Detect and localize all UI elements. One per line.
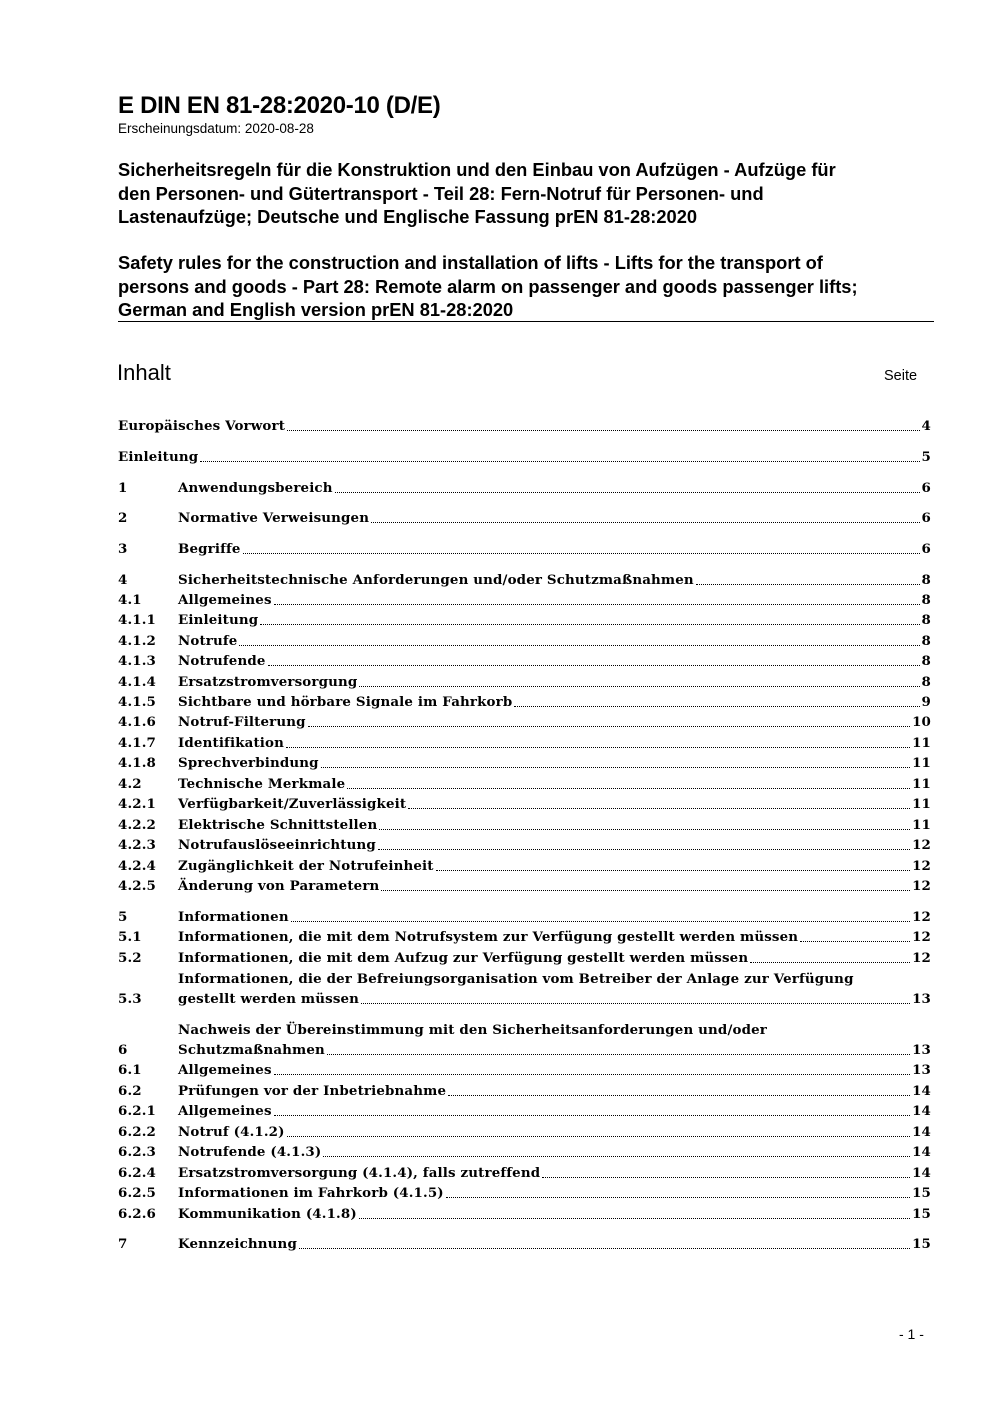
title-divider xyxy=(118,321,934,322)
toc-entry-continuation[interactable]: Informationen, die der Befreiungsorganisation vom Betreiber der Anlage zur Verfügung xyxy=(178,971,854,987)
toc-entry-page: 8 xyxy=(921,653,931,669)
toc-entry-number: 6 xyxy=(118,1042,128,1058)
toc-entry-page: 13 xyxy=(912,1062,931,1078)
toc-leader-dots xyxy=(381,890,910,891)
toc-entry-number: 1 xyxy=(118,480,128,496)
toc-entry-title: Notrufauslöseeinrichtung xyxy=(178,837,376,853)
toc-entry[interactable] xyxy=(118,1101,931,1121)
toc-entry-page: 12 xyxy=(912,929,931,945)
toc-entry-page: 11 xyxy=(912,776,931,792)
toc-entry-number: 4.2.3 xyxy=(118,837,157,853)
toc-entry-title: Informationen, die mit dem Notrufsystem zur Verfügung gestellt werden müssen xyxy=(178,929,799,945)
toc-entry-number: 6.2.6 xyxy=(118,1206,157,1222)
toc-leader-dots xyxy=(323,1156,910,1157)
toc-entry-number: 4.1.5 xyxy=(118,694,157,710)
toc-entry-page: 15 xyxy=(912,1185,931,1201)
toc-leader-dots xyxy=(291,921,910,922)
toc-leader-dots xyxy=(274,1074,910,1075)
toc-entry-page: 11 xyxy=(912,735,931,751)
toc-entry-title: Zugänglichkeit der Notrufeinheit xyxy=(178,858,434,874)
title-english-line: Safety rules for the construction and installation of lifts - Lifts for the transport of xyxy=(118,252,823,273)
toc-leader-dots xyxy=(750,962,910,963)
toc-entry[interactable] xyxy=(118,1204,931,1224)
toc-leader-dots xyxy=(260,624,919,625)
toc-leader-dots xyxy=(268,665,920,666)
toc-entry[interactable] xyxy=(118,570,931,590)
toc-entry-page: 8 xyxy=(921,572,931,588)
toc-entry-page: 14 xyxy=(912,1165,931,1181)
toc-entry-page: 11 xyxy=(912,796,931,812)
toc-leader-dots xyxy=(239,645,919,646)
toc-entry-number: 4.1.7 xyxy=(118,735,157,751)
toc-leader-dots xyxy=(359,1218,910,1219)
toc-leader-dots xyxy=(446,1197,910,1198)
toc-entry[interactable] xyxy=(118,651,931,671)
toc-entry[interactable] xyxy=(118,733,931,753)
toc-entry-title: Verfügbarkeit/Zuverlässigkeit xyxy=(178,796,407,812)
toc-entry-page: 12 xyxy=(912,837,931,853)
toc-entry[interactable] xyxy=(118,856,931,876)
toc-entry[interactable] xyxy=(118,876,931,896)
toc-entry-page: 12 xyxy=(912,878,931,894)
toc-entry[interactable] xyxy=(118,590,931,610)
toc-entry-page: 8 xyxy=(921,633,931,649)
toc-entry-number: 3 xyxy=(118,541,128,557)
toc-entry-title: Notrufende (4.1.3) xyxy=(178,1144,322,1160)
toc-entry-number: 4.2.4 xyxy=(118,858,157,874)
toc-entry-page: 14 xyxy=(912,1124,931,1140)
toc-entry-title: Begriffe xyxy=(178,541,241,557)
toc-leader-dots xyxy=(287,1136,910,1137)
toc-entry-page: 13 xyxy=(912,1042,931,1058)
toc-entry-title: Änderung von Parametern xyxy=(178,878,380,894)
toc-entry-page: 11 xyxy=(912,817,931,833)
toc-entry-title: Informationen xyxy=(178,909,289,925)
toc-entry-page: 11 xyxy=(912,755,931,771)
toc-entry-number: 4.1.6 xyxy=(118,714,157,730)
toc-leader-dots xyxy=(542,1177,910,1178)
toc-leader-dots xyxy=(308,726,910,727)
toc-entry-continuation[interactable]: Nachweis der Übereinstimmung mit den Sicherheitsanforderungen und/oder xyxy=(178,1022,767,1038)
toc-entry-page: 5 xyxy=(921,449,931,465)
toc-entry-number: 6.2.5 xyxy=(118,1185,157,1201)
toc-entry-title: Kommunikation (4.1.8) xyxy=(178,1206,357,1222)
toc-entry-page: 13 xyxy=(912,991,931,1007)
toc-entry-page: 14 xyxy=(912,1083,931,1099)
toc-entry-number: 6.2.4 xyxy=(118,1165,157,1181)
toc-entry-page: 14 xyxy=(912,1103,931,1119)
toc-entry-number: 5 xyxy=(118,909,128,925)
toc-entry-title: Identifikation xyxy=(178,735,284,751)
toc-entry-page: 8 xyxy=(921,612,931,628)
toc-entry[interactable] xyxy=(118,835,931,855)
toc-leader-dots xyxy=(379,829,910,830)
toc-entry-page: 8 xyxy=(921,674,931,690)
toc-entry[interactable] xyxy=(118,1183,931,1203)
toc-leader-dots xyxy=(378,849,910,850)
toc-entry[interactable] xyxy=(118,610,931,630)
title-german xyxy=(118,158,938,229)
toc-leader-dots xyxy=(408,808,910,809)
toc-entry-number: 4.1.3 xyxy=(118,653,157,669)
toc-entry-title: Ersatzstromversorgung xyxy=(178,674,358,690)
toc-entry-page: 9 xyxy=(921,694,931,710)
toc-leader-dots xyxy=(361,1003,910,1004)
toc-heading: Inhalt xyxy=(117,360,171,385)
toc-entry-page: 4 xyxy=(921,418,931,434)
toc-entry-title: Normative Verweisungen xyxy=(178,510,370,526)
toc-leader-dots xyxy=(359,686,919,687)
toc-entry-page: 6 xyxy=(921,510,931,526)
toc-leader-dots xyxy=(371,522,919,523)
toc-leader-dots xyxy=(335,492,920,493)
toc-entry-title: Ersatzstromversorgung (4.1.4), falls zutreffend xyxy=(178,1165,541,1181)
toc-entry[interactable] xyxy=(118,1040,931,1060)
title-english xyxy=(118,251,938,322)
toc-leader-dots xyxy=(347,788,910,789)
toc-entry-number: 4.1.2 xyxy=(118,633,157,649)
publication-date: Erscheinungsdatum: 2020-08-28 xyxy=(118,121,314,136)
toc-entry[interactable] xyxy=(118,447,931,467)
toc-entry-number: 4.1 xyxy=(118,592,142,608)
toc-entry-page: 6 xyxy=(921,480,931,496)
toc-entry[interactable] xyxy=(118,948,931,968)
toc-entry-number: 4.1.1 xyxy=(118,612,157,628)
toc-entry-number: 6.1 xyxy=(118,1062,142,1078)
toc-entry-title: Schutzmaßnahmen xyxy=(178,1042,325,1058)
toc-entry[interactable] xyxy=(118,815,931,835)
toc-entry[interactable] xyxy=(118,539,931,559)
toc-entry-title: Informationen im Fahrkorb (4.1.5) xyxy=(178,1185,444,1201)
toc-entry-title: Notruf (4.1.2) xyxy=(178,1124,285,1140)
toc-entry-number: 2 xyxy=(118,510,128,526)
title-english-line: persons and goods - Part 28: Remote alarm on passenger and goods passenger lifts; xyxy=(118,275,858,297)
toc-entry[interactable] xyxy=(118,416,931,436)
toc-entry-number: 6.2 xyxy=(118,1083,142,1099)
toc-entry-title: Notrufe xyxy=(178,633,238,649)
toc-leader-dots xyxy=(243,553,920,554)
title-german-line: den Personen- und Gütertransport - Teil 28: Fern-Notruf für Personen- und xyxy=(118,182,764,204)
toc-entry-page: 6 xyxy=(921,541,931,557)
toc-entry-number: 5.3 xyxy=(118,991,142,1007)
toc-entry[interactable] xyxy=(118,631,931,651)
toc-entry-title: gestellt werden müssen xyxy=(178,991,360,1007)
toc-entry-number: 4.2 xyxy=(118,776,142,792)
toc-leader-dots xyxy=(321,767,910,768)
toc-leader-dots xyxy=(200,461,919,462)
toc-leader-dots xyxy=(274,1115,910,1116)
title-german-line: Sicherheitsregeln für die Konstruktion und den Einbau von Aufzügen - Aufzüge für xyxy=(118,159,836,180)
toc-entry[interactable] xyxy=(118,478,931,498)
toc-entry-number: 4.2.1 xyxy=(118,796,157,812)
toc-entry-number: 5.2 xyxy=(118,950,142,966)
toc-entry-number: 4.2.2 xyxy=(118,817,157,833)
document-title: E DIN EN 81-28:2020-10 (D/E) xyxy=(118,92,441,119)
toc-leader-dots xyxy=(448,1095,910,1096)
toc-entry-title: Allgemeines xyxy=(178,1062,272,1078)
toc-entry-page: 15 xyxy=(912,1206,931,1222)
toc-entry[interactable] xyxy=(118,989,931,1009)
toc-entry-title: Notrufende xyxy=(178,653,266,669)
toc-entry-page: 12 xyxy=(912,909,931,925)
toc-entry[interactable] xyxy=(118,712,931,732)
toc-entry[interactable] xyxy=(118,774,931,794)
toc-entry-title: Sprechverbindung xyxy=(178,755,319,771)
toc-entry-title: Elektrische Schnittstellen xyxy=(178,817,378,833)
toc-entry-title: Allgemeines xyxy=(178,1103,272,1119)
toc-entry-page: 15 xyxy=(912,1236,931,1252)
title-english-line: German and English version prEN 81-28:2020 xyxy=(118,299,514,320)
toc-entry-page: 12 xyxy=(912,858,931,874)
toc-entry[interactable] xyxy=(118,1142,931,1162)
toc-entry[interactable] xyxy=(118,1234,931,1254)
toc-entry-title: Notruf-Filterung xyxy=(178,714,306,730)
toc-entry[interactable] xyxy=(118,672,931,692)
toc-entry[interactable] xyxy=(118,1122,931,1142)
title-german-line: Lastenaufzüge; Deutsche und Englische Fassung prEN 81-28:2020 xyxy=(118,206,698,227)
toc-entry-title: Technische Merkmale xyxy=(178,776,346,792)
toc-entry[interactable] xyxy=(118,927,931,947)
toc-entry-number: 4.1.4 xyxy=(118,674,157,690)
toc-entry-title: Anwendungsbereich xyxy=(178,480,333,496)
toc-leader-dots xyxy=(286,747,910,748)
toc-entry-page: 10 xyxy=(912,714,931,730)
toc-entry-title: Informationen, die mit dem Aufzug zur Verfügung gestellt werden müssen xyxy=(178,950,749,966)
toc-entry-title: Einleitung xyxy=(178,612,259,628)
toc-entry-number: 7 xyxy=(118,1236,128,1252)
toc-entry[interactable] xyxy=(118,753,931,773)
toc-entry-title: Kennzeichnung xyxy=(178,1236,297,1252)
toc-entry-page: 8 xyxy=(921,592,931,608)
toc-leader-dots xyxy=(299,1248,910,1249)
toc-entry[interactable] xyxy=(118,907,931,927)
toc-entry-number: 4 xyxy=(118,572,128,588)
toc-entry-number: 5.1 xyxy=(118,929,142,945)
toc-entry-number: 6.2.1 xyxy=(118,1103,157,1119)
toc-entry[interactable] xyxy=(118,1081,931,1101)
toc-entry-number: 4.2.5 xyxy=(118,878,157,894)
toc-entry[interactable] xyxy=(118,1163,931,1183)
toc-leader-dots xyxy=(274,604,920,605)
toc-entry[interactable] xyxy=(118,692,931,712)
toc-leader-dots xyxy=(800,941,910,942)
toc-entry-title: Allgemeines xyxy=(178,592,272,608)
toc-entry-number: 6.2.3 xyxy=(118,1144,157,1160)
toc-entry-title: Sicherheitstechnische Anforderungen und/oder Schutzmaßnahmen xyxy=(178,572,694,588)
page-number: - 1 - xyxy=(899,1326,924,1342)
toc-leader-dots xyxy=(327,1054,910,1055)
toc-entry-title: Einleitung xyxy=(118,449,199,465)
toc-entry-number: 6.2.2 xyxy=(118,1124,157,1140)
toc-entry-title: Europäisches Vorwort xyxy=(118,418,286,434)
toc-entry-number: 4.1.8 xyxy=(118,755,157,771)
toc-entry-title: Prüfungen vor der Inbetriebnahme xyxy=(178,1083,447,1099)
toc-leader-dots xyxy=(287,430,919,431)
toc-entry-page: 14 xyxy=(912,1144,931,1160)
toc-entry[interactable] xyxy=(118,1060,931,1080)
toc-leader-dots xyxy=(436,870,910,871)
toc-leader-dots xyxy=(696,584,920,585)
toc-entry[interactable] xyxy=(118,794,931,814)
toc-entry[interactable] xyxy=(118,508,931,528)
toc-entry-page: 12 xyxy=(912,950,931,966)
toc-leader-dots xyxy=(514,706,919,707)
toc-page-label: Seite xyxy=(884,368,918,384)
toc-entry-title: Sichtbare und hörbare Signale im Fahrkorb xyxy=(178,694,513,710)
